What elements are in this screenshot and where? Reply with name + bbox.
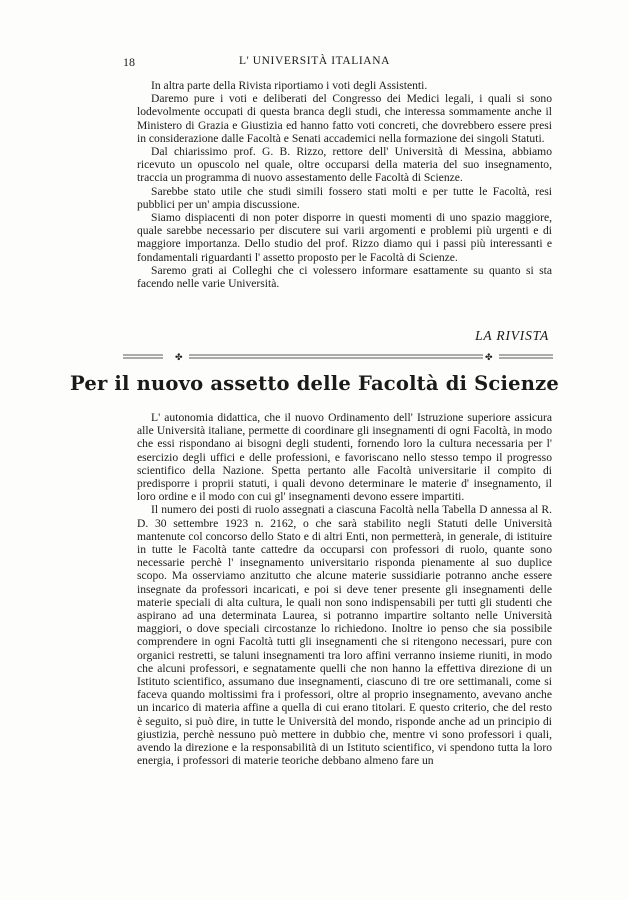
page-header: [0, 55, 629, 69]
intro-paragraph: Daremo pure i voti e deliberati del Congresso dei Medici legali, i quali si sono lodevolmente occupati di questa branca degli studi, che interessa sommamente anche il Ministero di Grazia e Giustizia ed hanno fatto voti concreti, che dovrebbero essere presi in considerazione dalle Facoltà e Senati accademici nella formazione dei singoli Statuti.: [137, 92, 552, 145]
intro-paragraph: Siamo dispiacenti di non poter disporre in questi momenti di uno spazio maggiore, quale sarebbe necessario per discutere sui varii argomenti e problemi più urgenti e di maggiore importanza. Dello studio del prof. Rizzo diamo qui i passi più interessanti e fondamentali riguardanti l' assetto proposto per le Facoltà di Scienze.: [137, 211, 552, 264]
running-title: L' UNIVERSITÀ ITALIANA: [238, 55, 391, 67]
intro-paragraph: In altra parte della Rivista riportiamo i voti degli Assistenti.: [151, 79, 428, 92]
intro-text: [137, 79, 552, 290]
page-number: 18: [123, 55, 135, 69]
ornamental-divider: [123, 352, 553, 362]
article-text: [137, 411, 552, 767]
signature: LA RIVISTA: [475, 328, 549, 343]
fleuron-icon: ✤: [485, 353, 493, 362]
fleuron-icon: ✤: [175, 353, 183, 362]
article-paragraph: L' autonomia didattica, che il nuovo Ordinamento dell' Istruzione superiore assicura alle Università italiane, permette di coordinare gli insegnamenti di ogni Facoltà, in modo che essi rispondano ai bisogni degli studenti, fornendo loro la cultura necessaria per l' esercizio degli uffici e delle professioni, e favoriscano nello stesso tempo il progresso scientifico della Nazione. Spetta pertanto alle Facoltà universitarie il compito di predisporre i proprii statuti, i quali devono determinare le materie d' insegnamento, il loro ordine e il modo con cui gl' insegnamenti devono essere impartiti.: [137, 411, 552, 504]
intro-paragraph: Saremo grati ai Colleghi che ci volessero informare esattamente su quanto si sta facendo nelle varie Università.: [137, 263, 552, 291]
article-title: Per il nuovo assetto delle Facoltà di Scienze: [70, 372, 559, 395]
intro-paragraph: Sarebbe stato utile che studi simili fossero stati molti e per tutte le Facoltà, resi pubblici per un' ampia discussione.: [137, 184, 552, 211]
intro-paragraph: Dal chiarissimo prof. G. B. Rizzo, rettore dell' Università di Messina, abbiamo ricevuto un opuscolo nel quale, oltre occuparsi della materia del suo insegnamento, traccia un programma di nuovo assestamento delle Facoltà di Scienze.: [137, 145, 552, 185]
article-paragraph: Il numero dei posti di ruolo assegnati a ciascuna Facoltà nella Tabella D annessa al R. D. 30 settembre 1923 n. 2162, o che sarà stabilito negli Statuti delle Università mantenute col concorso dello Stato e di altri Enti, non permetterà, in generale, di istituire in tutte le Facoltà tante cattedre da occuparsi con professori di ruolo, quante sono necessarie perchè l' insegnamento universitario risponda pienamente al suo duplice scopo. Ma osserviamo anzitutto che alcune materie sussidiarie potranno anche essere insegnate da professori incaricati, e poi si deve tener presente gli insegnamenti delle materie speciali di alta cultura, le quali non sono indispensabili per tutti gli studenti che aspirano ad una determinata Laurea, si potranno impartire soltanto nelle Università maggiori, o dove speciali circostanze lo richiedono. Inoltre io penso che sia possibile comprendere in ogni Facoltà tutti gli insegnamenti che si ritengono necessari, pure con organici restretti, se taluni insegnamenti tra loro affini verranno insieme riuniti, in modo che alcuni professori, e segnatamente quelli che non hanno la effettiva direzione di un Istituto scientifico, assumano due insegnamenti, ciascuno di tre ore settimanali, come si faceva quando moltissimi fra i professori, oltre al proprio insegnamento, avevano anche un incarico di materia affine a quella di cui erano titolari. E questo criterio, che del resto è seguito, si può dire, in tutte le Università del mondo, risponde anche ad un principio di giustizia, perchè nessuno può mettere in dubbio che, mentre vi sono professori i quali, avendo la direzione e la responsabilità di un Istituto scientifico, vi spendono tutta la loro energia, i professori di materie teoriche debbano almeno fare un: [137, 503, 552, 768]
